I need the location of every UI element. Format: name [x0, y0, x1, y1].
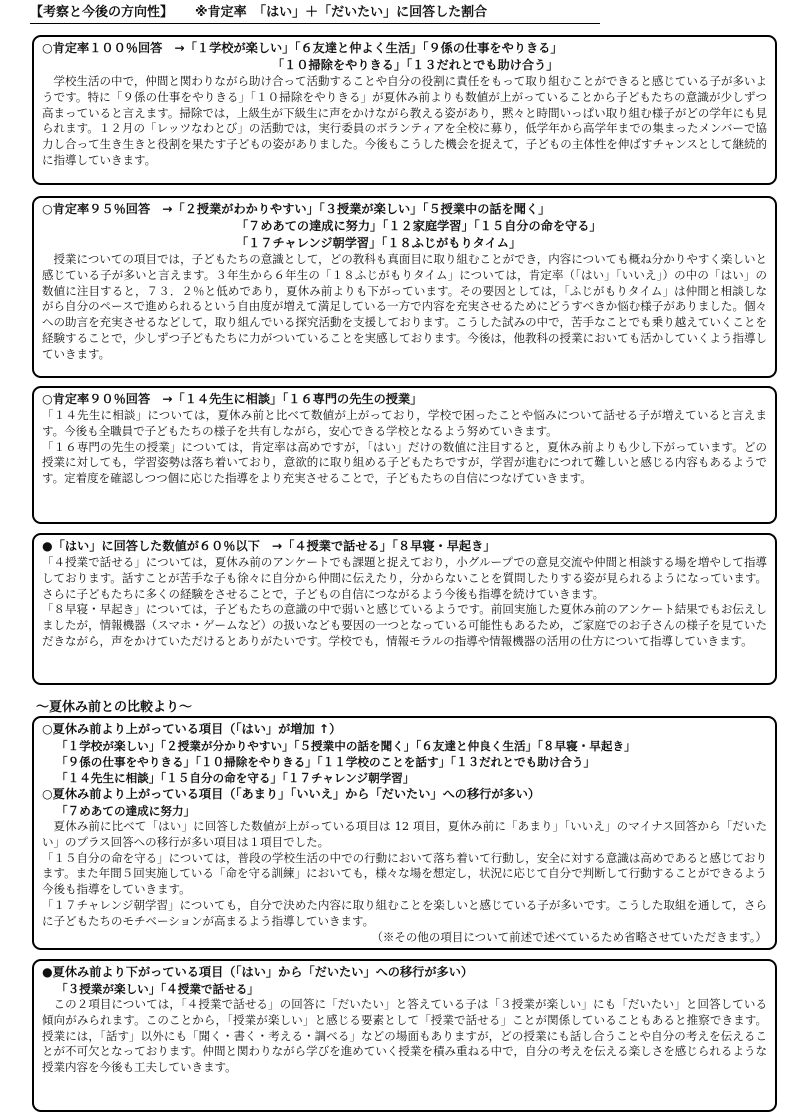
section-box-90-percent [32, 386, 777, 524]
box4-body-1: 「４授業で話せる」については，夏休み前のアンケートでも課題と捉えており，小グループでの意見交流や仲間と相談する場を増やして指導しております。話すことが苦手な子も徐々に自分から仲間に伝えたり，分からないことを質問したりする姿が見られるようになっています。さらに子どもたちに多くの経験をさせることで，子どもの自信につながるよう今後も指導を続けていきます。 [42, 555, 767, 601]
box5-items-line-2: 「９係の仕事をやりきる」「１０掃除をやりきる」「１１学校のことを話す」「１３だれとでも助け合う」 [56, 755, 596, 769]
box5-body-1: 夏休み前に比べて「はい」に回答した数値が上がっている項目は 12 項目，夏休み前に「あまり」「いいえ」のマイナス回答から「だいたい」のプラス回答への移行が多い項目は１項目でした。 [42, 819, 767, 849]
title-main: 【考察と今後の方向性】 [30, 5, 174, 20]
box4-heading: ●「はい」に回答した数値が６０％以下 →「４授業で話せる」「８早寝・早起き」 [42, 539, 496, 553]
box6-heading: ●夏休み前より下がっている項目（「はい」から「だいたい」への移行が多い） [42, 965, 474, 979]
box2-body: 授業についての項目では，子どもたちの意識として，どの教科も真面目に取り組むことができ，内容についても概ね分かりやすく楽しいと感じている子が多いと言えます。３年生から６年生の「１８ふじがもりタイム」については，肯定率（「はい」「いいえ」）の中の「はい」の数値に注目すると，７３．２％と低めであり，夏休み前よりも下がっています。その要因としては，「ふじがもりタイム」は仲間と相談しながら自分のペースで進められるという自由度が増えて満足している一方で内容を充実させるためにどうすべきか悩む様子がありました。個々への助言を充実させるなどして，取り組んでいる探究活動を支援しております。こうした試みの中で，苦手なことでも乗り越えていくことを経験することで，少しずつ子どもたちに力がついていることを実感しております。今後は，他教科の授業においても活かしていくよう指導していきます。 [42, 252, 767, 361]
section-box-100-percent [32, 35, 777, 185]
document-title [30, 3, 770, 23]
box1-heading-continued: 「１０掃除をやりきる」「１３だれとでも助け合う」 [272, 58, 559, 72]
section-box-95-percent [32, 196, 777, 378]
box2-heading-continued-1: 「７めあての達成に努力」「１２家庭学習」「１５自分の命を守る」 [236, 219, 602, 233]
box1-heading: ○肯定率１００％回答 →「１学校が楽しい」「６友達と仲よく生活」「９係の仕事をやりきる」 [42, 41, 563, 55]
section-box-increased-items [32, 716, 777, 950]
box2-heading: ○肯定率９５％回答 →「２授業がわかりやすい」「３授業が楽しい」「５授業中の話を聞く」 [42, 202, 551, 216]
box5-items-2: 「７めあての達成に努力」 [56, 804, 196, 818]
box5-body-2: 「１５自分の命を守る」については，普段の学校生活の中での行動において落ち着いて行動し，安全に対する意識は高めであると感じております。また年間５回実施している「命を守る訓練」においても，様々な場を想定し，状況に応じて自分で判断して行動することができるよう今後も指導をしていきます。 [42, 850, 767, 897]
section-box-under-60-percent [32, 533, 777, 685]
box3-body-1: 「１４先生に相談」については，夏休み前と比べて数値が上がっており，学校で困ったことや悩みについて話せる子が増えていると言えます。今後も全職員で子どもたちの様子を共有しながら，安心できる学校となるよう努めていきます。 [42, 408, 767, 438]
box5-body-3: 「１７チャレンジ朝学習」についても，自分で決めた内容に取り組むことを楽しいと感じている子が多いです。こうした取組を通して，さらに子どもたちのモチベーションが高まるよう指導していきます。 [42, 897, 767, 928]
box2-heading-continued-2: 「１７チャレンジ朝学習」「１８ふじがもりタイム」 [236, 236, 522, 250]
comparison-section-heading: ～夏休み前との比較より～ [36, 700, 193, 715]
box1-body: 学校生活の中で，仲間と関わりながら助け合って活動することや自分の役割に責任をもって取り組むことができると感じている子が多いようです。特に「９係の仕事をやりきる」「１０掃除をやりきる」が夏休み前よりも数値が上がっていることから子どもたちの意識が少しずつ高まっていると言えます。掃除では，上級生が下級生に声をかけながら教える姿があり，黙々と時間いっぱい取り組む様子がどの学年にも見られます。１２月の「レッツなわとび」の活動では，実行委員のボランティアを全校に募り，低学年から高学年までの集まったメンバーで協力し合って生き生きと役割を果たす子どもの姿がありました。今後もこうした機会を捉えて，子どもの主体性を伸ばすチャンスとして継続的に指導していきます。 [42, 74, 767, 167]
box6-body: この２項目については，「４授業で話せる」の回答に「だいたい」と答えている子は「３授業が楽しい」にも「だいたい」と回答している傾向がみられます。このことから，「授業が楽しい」と感じる要素として「授業で話せる」ことが関係していることもあると推察できます。授業には，「話す」以外にも「聞く・書く・考える・調べる」などの場面もありますが，どの授業にも話し合うことや自分の考えを伝えることが不可欠となっております。仲間と関わりながら学びを進めていく授業を積み重ねる中で，自分の考えを伝える楽しさを感じられるような授業内容を今後も工夫していきます。 [42, 997, 767, 1075]
box5-heading-2: ○夏休み前より上がっている項目（「あまり」「いいえ」から「だいたい」への移行が多い） [42, 787, 541, 801]
box5-items-line-1: 「１学校が楽しい」「２授業が分かりやすい」「５授業中の話を聞く」「６友達と仲良く生活」「８早寝・早起き」 [56, 739, 636, 753]
box5-omission-note: （※その他の項目について前述で述べているため省略させていただきます。） [371, 929, 767, 944]
box3-body-2: 「１６専門の先生の授業」については，肯定率は高めですが，「はい」だけの数値に注目すると，夏休み前よりも少し下がっています。どの授業に対しても，学習姿勢は落ち着いており，意欲的に取り組める子どもたちですが，学習が進むにつれて難しいと感じる内容もあるようです。定着度を確認しつつ個に応じた指導をより充実させることで，子どもたちの自信につなげていきます。 [42, 439, 767, 486]
box3-heading: ○肯定率９０％回答 →「１４先生に相談」「１６専門の先生の授業」 [42, 392, 423, 406]
title-note: ※肯定率 「はい」＋「だいたい」に回答した割合 [195, 5, 488, 20]
box5-heading-1: ○夏休み前より上がっている項目（「はい」が増加 ↑） [42, 722, 342, 736]
section-box-decreased-items [32, 959, 777, 1112]
box6-items: 「３授業が楽しい」「４授業で話せる」 [56, 982, 259, 996]
box4-body-2: 「８早寝・早起き」については，子どもたちの意識の中で弱いと感じているようです。前回実施した夏休み前のアンケート結果でもお伝えしましたが，情報機器（スマホ・ゲームなど）の扱いなども要因の一つとなっている可能性もあるため，ご家庭でのお子さんの様子を見ていただきながら，声をかけていただけるとありがたいです。学校でも，情報モラルの指導や情報機器の活用の仕方について指導していきます。 [42, 602, 767, 648]
box5-items-line-3: 「１４先生に相談」「１５自分の命を守る」「１７チャレンジ朝学習」 [56, 771, 415, 785]
